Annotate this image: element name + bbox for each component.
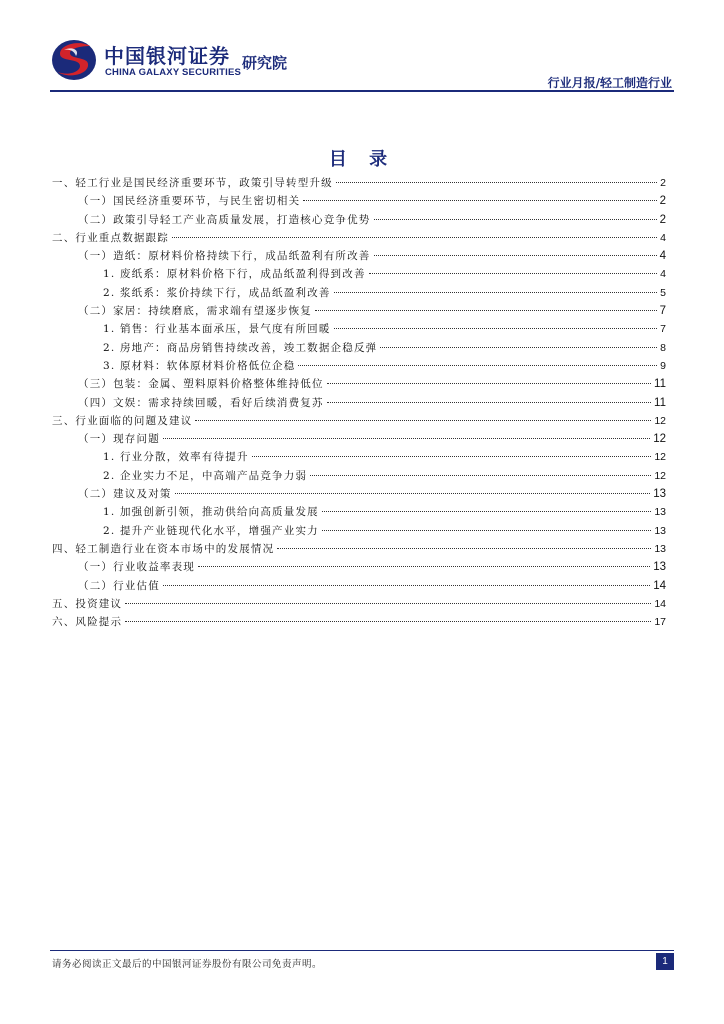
toc-entry-label: （二）家居：持续磨底，需求端有望逐步恢复 (78, 305, 312, 318)
toc-entry-label: （二）建议及对策 (78, 488, 172, 501)
toc-entry[interactable] (52, 595, 666, 613)
toc-leader-dots (374, 219, 657, 220)
toc-entry[interactable] (52, 302, 666, 320)
toc-entry-page: 4 (660, 231, 666, 244)
toc-entry-page: 7 (659, 305, 666, 318)
toc-leader-dots (195, 420, 651, 421)
toc-entry[interactable] (52, 375, 666, 393)
toc-entry[interactable] (52, 485, 666, 503)
toc-leader-dots (334, 328, 658, 329)
toc-entry-label: （一）现存问题 (78, 433, 160, 446)
footer-disclaimer: 请务必阅读正文最后的中国银河证券股份有限公司免责声明。 (52, 959, 323, 970)
toc-leader-dots (322, 511, 651, 512)
footer-divider (50, 950, 674, 951)
toc-entry[interactable] (52, 503, 666, 521)
toc-entry-label: （三）包装：金属、塑料原料价格整体维持低位 (78, 378, 324, 391)
logo-english-name: CHINA GALAXY SECURITIES (105, 67, 242, 78)
toc-entry-label: 2. 浆纸系：浆价持续下行，成品纸盈利改善 (103, 286, 331, 299)
header-divider (50, 90, 674, 92)
toc-entry-label: （一）行业收益率表现 (78, 561, 195, 574)
toc-entry-label: （二）政策引导轻工产业高质量发展，打造核心竞争优势 (78, 213, 371, 226)
page-header (0, 0, 724, 92)
toc-entry-page: 12 (654, 469, 666, 482)
toc-entry-label: 1. 销售：行业基本面承压，景气度有所回暖 (103, 323, 331, 336)
toc-entry-label: 2. 企业实力不足，中高端产品竞争力弱 (103, 469, 308, 482)
toc-leader-dots (380, 347, 657, 348)
toc-entry-page: 2 (659, 195, 666, 208)
toc-entry-page: 2 (660, 177, 666, 189)
toc-entry[interactable] (52, 229, 666, 247)
toc-entry-page: 12 (654, 414, 666, 427)
toc-entry-label: 六、风险提示 (52, 616, 123, 629)
toc-leader-dots (163, 438, 650, 439)
toc-entry-label: （一）造纸：原材料价格持续下行，成品纸盈利有所改善 (78, 250, 371, 263)
toc-title: 目 录 (328, 149, 396, 170)
toc-entry-page: 12 (653, 433, 666, 446)
toc-leader-dots (198, 566, 650, 567)
toc-entry-label: 四、轻工制造行业在资本市场中的发展情况 (52, 542, 275, 555)
toc-leader-dots (125, 621, 651, 622)
toc-entry-page: 7 (660, 323, 666, 336)
toc-leader-dots (303, 200, 656, 201)
toc-entry[interactable] (52, 467, 666, 485)
toc-entry-page: 14 (654, 597, 666, 610)
toc-entry[interactable] (52, 613, 666, 631)
toc-entry-page: 11 (654, 396, 666, 409)
toc-entry-label: （四）文娱：需求持续回暖，看好后续消费复苏 (78, 396, 324, 409)
toc-entry-label: 五、投资建议 (52, 597, 123, 610)
toc-entry-page: 13 (653, 488, 666, 501)
toc-entry[interactable] (52, 284, 666, 302)
toc-entry-label: 二、行业重点数据跟踪 (52, 231, 169, 244)
toc-entry-page: 13 (654, 542, 666, 555)
toc-leader-dots (315, 310, 657, 311)
toc-leader-dots (175, 493, 651, 494)
toc-leader-dots (125, 603, 651, 604)
toc-entry[interactable] (52, 265, 666, 283)
toc-leader-dots (374, 255, 657, 256)
toc-entry-page: 11 (654, 378, 666, 391)
toc-entry-label: 3. 原材料：软体原材料价格低位企稳 (103, 359, 296, 372)
galaxy-logo-icon (50, 38, 98, 82)
toc-entry-page: 5 (660, 286, 666, 299)
toc-entry[interactable] (52, 558, 666, 576)
toc-entry-page: 4 (659, 250, 666, 263)
toc-entry-label: 1. 行业分散，效率有待提升 (103, 451, 249, 464)
toc-entry-page: 17 (654, 616, 666, 629)
toc-entry[interactable] (52, 448, 666, 466)
toc-entry-label: 一、轻工行业是国民经济重要环节，政策引导转型升级 (52, 177, 333, 189)
toc-entry[interactable] (52, 540, 666, 558)
toc-entry-page: 13 (654, 524, 666, 537)
institute-label: 研究院 (242, 54, 288, 72)
toc-entry-label: 1. 废纸系：原材料价格下行，成品纸盈利得到改善 (103, 268, 366, 281)
toc-entry-page: 4 (660, 268, 666, 281)
toc-leader-dots (336, 182, 657, 183)
page-number-badge: 1 (656, 953, 674, 970)
toc-leader-dots (163, 585, 650, 586)
toc-leader-dots (172, 237, 657, 238)
toc-entry[interactable] (52, 357, 666, 375)
toc-entry[interactable] (52, 339, 666, 357)
toc-entry-page: 8 (660, 341, 666, 354)
toc-leader-dots (322, 530, 651, 531)
toc-entry-page: 14 (653, 579, 666, 592)
toc-leader-dots (369, 273, 658, 274)
toc-entry[interactable] (52, 192, 666, 210)
table-of-contents (52, 174, 666, 631)
toc-leader-dots (310, 475, 651, 476)
toc-entry-label: 2. 房地产：商品房销售持续改善，竣工数据企稳反弹 (103, 341, 378, 354)
toc-leader-dots (277, 548, 651, 549)
toc-leader-dots (327, 383, 651, 384)
toc-entry-page: 9 (660, 359, 666, 372)
toc-entry-page: 12 (654, 451, 666, 464)
report-type: 行业月报/轻工制造行业 (547, 76, 672, 90)
toc-entry[interactable] (52, 320, 666, 338)
toc-entry-label: （一）国民经济重要环节，与民生密切相关 (78, 195, 301, 208)
toc-entry-label: 1. 加强创新引领，推动供给向高质量发展 (103, 506, 319, 519)
logo-chinese-name: 中国银河证券 (104, 44, 230, 68)
toc-entry-page: 13 (653, 561, 666, 574)
toc-entry[interactable] (52, 174, 666, 192)
toc-entry-label: 三、行业面临的问题及建议 (52, 414, 193, 427)
toc-entry[interactable] (52, 430, 666, 448)
toc-leader-dots (327, 402, 651, 403)
toc-entry-label: （二）行业估值 (78, 579, 160, 592)
toc-entry-page: 2 (659, 213, 666, 226)
toc-leader-dots (298, 365, 657, 366)
toc-entry[interactable] (52, 577, 666, 595)
toc-entry-label: 2. 提升产业链现代化水平，增强产业实力 (103, 524, 319, 537)
toc-entry[interactable] (52, 412, 666, 430)
toc-leader-dots (252, 456, 652, 457)
toc-entry[interactable] (52, 522, 666, 540)
toc-entry[interactable] (52, 211, 666, 229)
toc-entry[interactable] (52, 247, 666, 265)
toc-entry[interactable] (52, 394, 666, 412)
toc-leader-dots (334, 292, 658, 293)
toc-entry-page: 13 (654, 506, 666, 519)
